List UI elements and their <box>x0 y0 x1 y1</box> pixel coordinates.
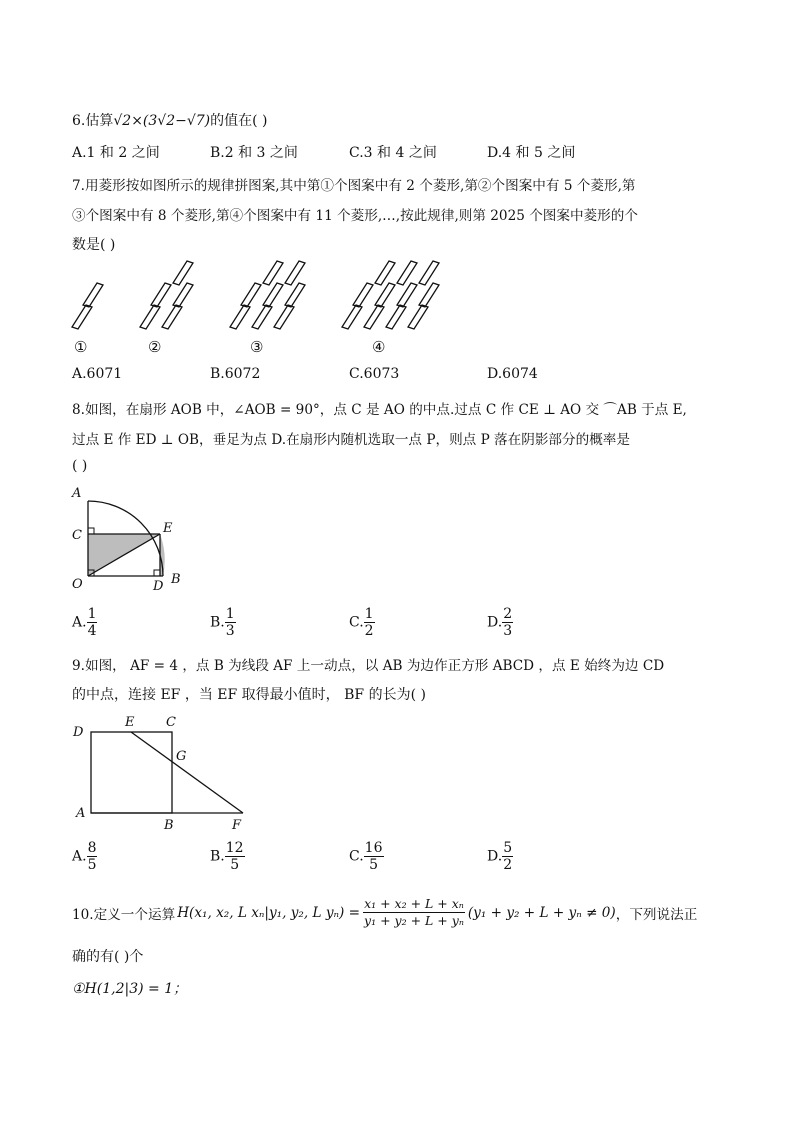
q7-label-1: ① <box>74 338 88 356</box>
q8-label-c: C <box>72 528 82 543</box>
rhombus-shape <box>162 305 182 329</box>
q9-label-c: C <box>166 715 176 730</box>
q9-option-a-den: 5 <box>87 857 97 873</box>
q7-line3: 数是( ) <box>72 237 116 253</box>
rhombus-shape <box>375 283 395 307</box>
q8-option-c-prefix: C. <box>349 614 364 631</box>
q6-expression: √2×(3√2−√7) <box>113 113 211 129</box>
q10-line2: 确的有( )个 <box>72 949 144 965</box>
q8-option-a-prefix: A. <box>72 614 87 631</box>
q9-option-a-fraction <box>87 840 98 873</box>
q7-label-4: ④ <box>372 338 386 356</box>
q8-line1: 8.如图，在扇形 AOB 中，∠AOB = 90°，点 C 是 AO 的中点.过点 C 作 CE ⊥ AO 交 ⌒AB 于点 E, <box>72 402 687 418</box>
q10-prefix: 10.定义一个运算 <box>72 906 176 923</box>
q9-line2: 的中点，连接 EF ，当 EF 取得最小值时， BF 的长为( ) <box>72 687 426 703</box>
q8-option-d-prefix: D. <box>487 614 503 631</box>
rhombus-shape <box>83 283 103 307</box>
q9-label-f: F <box>232 818 242 833</box>
q9-option-b <box>210 840 245 873</box>
q7-option-b: B.6072 <box>210 366 261 382</box>
q10-suffix: ，下列说法正 <box>615 906 698 923</box>
q7-option-d: D.6074 <box>487 366 538 382</box>
rhombus-shape <box>285 283 305 307</box>
rhombus-shape <box>419 283 439 307</box>
q8-line3: ( ) <box>72 458 88 474</box>
q8-label-b: B <box>171 572 181 587</box>
q8-option-c <box>349 606 375 639</box>
q9-option-d-fraction <box>502 840 513 873</box>
q10-fraction <box>363 896 465 929</box>
q9-option-a <box>72 840 97 873</box>
q10-item1: ①H(1,2|3) = 1； <box>72 981 188 997</box>
q6-option-b: B.2 和 3 之间 <box>210 145 298 161</box>
q6-stem <box>72 110 268 130</box>
q8-label-e: E <box>163 521 173 536</box>
q8-option-b-prefix: B. <box>210 614 225 631</box>
rhombus-shape <box>241 283 261 307</box>
q7-label-3: ③ <box>250 338 264 356</box>
q9-option-a-num: 8 <box>87 840 97 856</box>
q8-option-b-num: 1 <box>225 606 235 622</box>
rhombus-shape <box>263 283 283 307</box>
q9-option-d-prefix: D. <box>487 848 503 865</box>
q8-option-a-fraction <box>87 606 98 639</box>
rhombus-shape <box>173 261 193 285</box>
q9-line1: 9.如图， AF = 4 ，点 B 为线段 AF 上一动点，以 AB 为边作正方形 ABCD ，点 E 始终为边 CD <box>72 658 665 674</box>
q8-option-a-num: 1 <box>87 606 97 622</box>
q7-rhombus-patterns <box>0 255 794 365</box>
q9-option-d-den: 2 <box>503 857 513 873</box>
q8-label-a: A <box>72 486 82 501</box>
q7-line2: ③个图案中有 8 个菱形,第④个图案中有 11 个菱形,…,按此规律,则第 2025 个图案中菱形的个 <box>72 208 638 224</box>
q9-option-c-num: 16 <box>364 840 383 856</box>
rhombus-shape <box>364 305 384 329</box>
q8-option-b-den: 3 <box>225 623 235 639</box>
rhombus-shape <box>375 261 395 285</box>
q10-stem <box>72 896 697 929</box>
q8-option-d <box>487 606 513 639</box>
q8-option-d-fraction <box>502 606 513 639</box>
q9-option-b-fraction <box>225 840 245 873</box>
q8-sector-figure <box>0 480 200 592</box>
q9-option-d-num: 5 <box>503 840 513 856</box>
q8-option-c-num: 1 <box>364 606 374 622</box>
q7-option-a: A.6071 <box>72 366 123 382</box>
rhombus-shape <box>386 305 406 329</box>
q8-option-c-fraction <box>364 606 375 639</box>
q7-option-c: C.6073 <box>349 366 400 382</box>
rhombus-shape <box>230 305 250 329</box>
q9-option-c-prefix: C. <box>349 848 364 865</box>
rhombus-shape <box>72 305 92 329</box>
rhombus-shape <box>419 261 439 285</box>
rhombus-shape <box>173 283 193 307</box>
rhombus-shape <box>342 305 362 329</box>
q8-label-d: D <box>153 579 164 594</box>
q9-option-c-den: 5 <box>369 857 379 873</box>
q6-suffix: 的值在( ) <box>210 113 268 129</box>
q8-line2: 过点 E 作 ED ⊥ OB，垂足为点 D.在扇形内随机选取一点 P，则点 P 落在阴影部分的概率是 <box>72 432 630 448</box>
q10-frac-den: y₁ + y₂ + L + yₙ <box>364 913 464 928</box>
q8-option-c-den: 2 <box>364 623 374 639</box>
q9-option-a-prefix: A. <box>72 848 87 865</box>
q6-prefix: 6.估算 <box>72 113 114 129</box>
q9-label-a: A <box>76 806 86 821</box>
rhombus-shape <box>263 261 283 285</box>
rhombus-shape <box>274 305 294 329</box>
q9-label-g: G <box>176 749 187 764</box>
q9-label-b: B <box>164 818 174 833</box>
q10-condition: (y₁ + y₂ + L + yₙ ≠ 0) <box>467 904 616 921</box>
q8-option-b-fraction <box>225 606 236 639</box>
q8-option-a-den: 4 <box>87 623 97 639</box>
q7-line1: 7.用菱形按如图所示的规律拼图案,其中第①个图案中有 2 个菱形,第②个图案中有 5 个菱形,第 <box>72 178 636 194</box>
q8-option-d-den: 3 <box>503 623 513 639</box>
q8-label-o: O <box>72 577 83 592</box>
rhombus-shape <box>397 261 417 285</box>
q9-option-b-num: 12 <box>225 840 244 856</box>
q8-option-b <box>210 606 236 639</box>
q9-option-c-fraction <box>364 840 384 873</box>
rhombus-shape <box>353 283 373 307</box>
q9-square-figure <box>0 712 280 836</box>
q7-label-2: ② <box>148 338 162 356</box>
q10-lhs: H(x₁, x₂, L xₙ|y₁, y₂, L yₙ) = <box>177 904 361 921</box>
q8-option-d-num: 2 <box>503 606 513 622</box>
q10-frac-num: x₁ + x₂ + L + xₙ <box>364 896 464 911</box>
rhombus-shape <box>252 305 272 329</box>
rhombus-shape <box>140 305 160 329</box>
q6-option-c: C.3 和 4 之间 <box>349 145 437 161</box>
q9-option-b-prefix: B. <box>210 848 225 865</box>
q9-option-c <box>349 840 384 873</box>
q9-option-d <box>487 840 513 873</box>
rhombus-shape <box>151 283 171 307</box>
q9-option-b-den: 5 <box>230 857 240 873</box>
rhombus-shape <box>408 305 428 329</box>
q9-label-e: E <box>125 715 135 730</box>
q6-option-d: D.4 和 5 之间 <box>487 145 576 161</box>
q8-option-a <box>72 606 97 639</box>
q9-label-d: D <box>73 725 84 740</box>
rhombus-shape <box>285 261 305 285</box>
q6-option-a: A.1 和 2 之间 <box>72 145 160 161</box>
rhombus-shape <box>397 283 417 307</box>
